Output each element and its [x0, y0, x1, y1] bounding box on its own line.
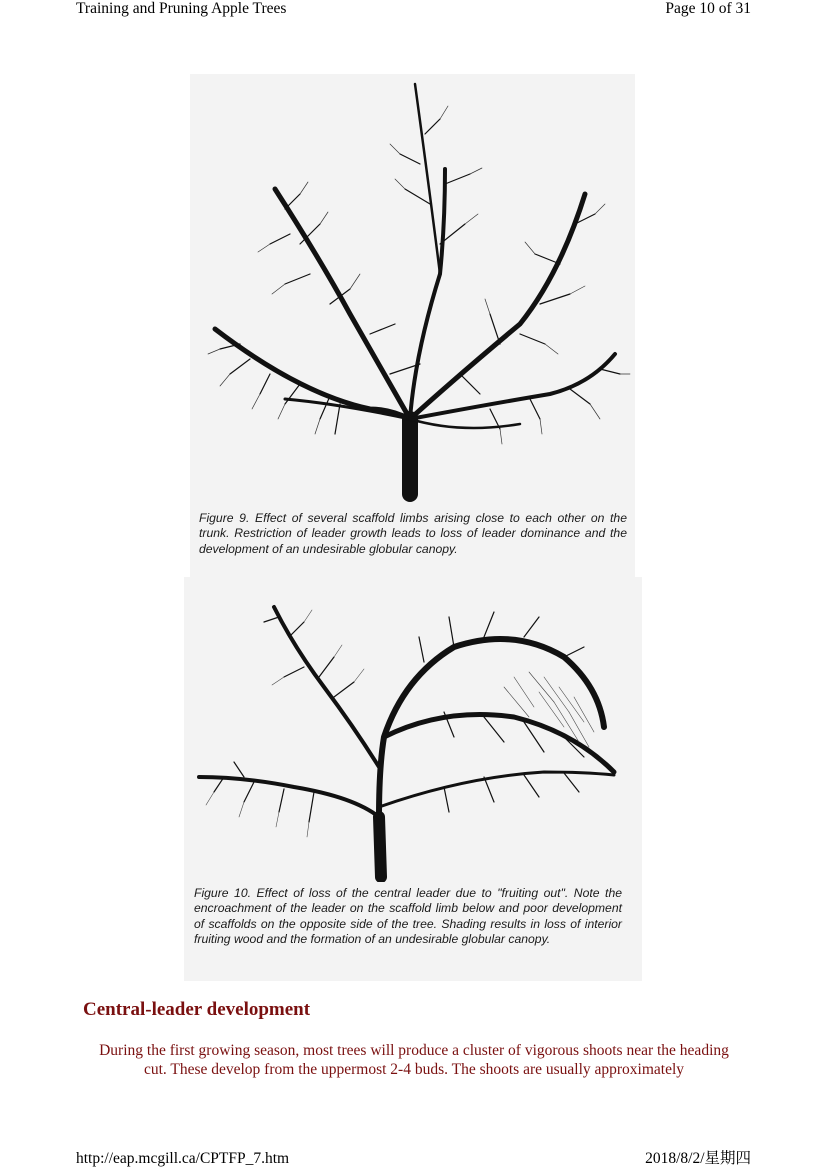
figure-9-caption: Figure 9. Effect of several scaffold limbs arising close to each other on the trunk. Restriction of leader growth leads to loss of leader dominance and the development of an undesirable globular canopy. [199, 511, 627, 556]
page-number: Page 10 of 31 [665, 0, 751, 17]
body-paragraph: During the first growing season, most trees will produce a cluster of vigorous shoots near the heading cut. These develop from the uppermost 2-4 buds. The shoots are usually approximately [99, 1042, 729, 1078]
figure-10-caption: Figure 10. Effect of loss of the central leader due to "fruiting out". Note the encroachment of the leader on the scaffold limb below and poor development of scaffolds on the opposite side of the tree. Shading results in loss of interior fruiting wood and the formation of an undesirable globular canopy. [194, 886, 622, 947]
tree-illustration-figure-10 [184, 577, 642, 882]
figure-10 [184, 577, 642, 981]
figure-9 [190, 74, 635, 577]
header-title: Training and Pruning Apple Trees [76, 0, 287, 17]
footer-url[interactable]: http://eap.mcgill.ca/CPTFP_7.htm [76, 1150, 290, 1167]
tree-illustration-figure-9 [190, 74, 635, 504]
footer-date: 2018/8/2/星期四 [645, 1150, 751, 1167]
section-title: Central-leader development [83, 999, 311, 1020]
